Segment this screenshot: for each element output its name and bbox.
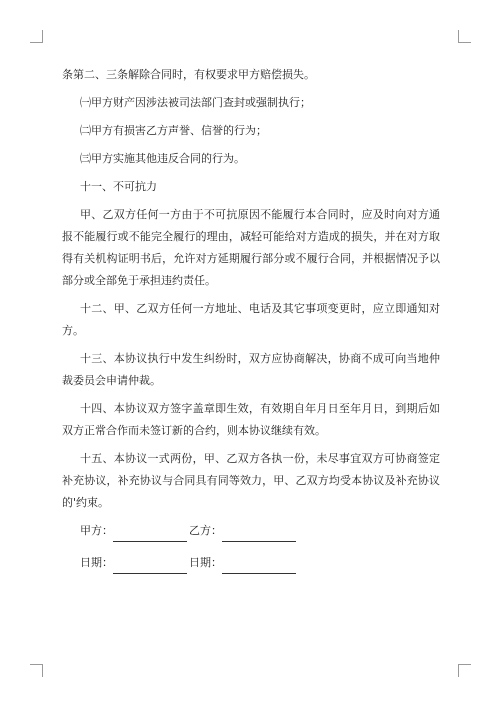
date-b-blank[interactable] [222,558,296,574]
party-a-label: 甲方： [80,524,113,537]
list-item-1: ㈠甲方财产因涉法被司法部门查封或强制执行； [80,96,311,109]
signature-row-parties [80,520,440,542]
date-b-label: 日期： [189,556,222,569]
date-a-blank[interactable] [113,558,187,574]
paragraph-force-majeure: 甲、乙双方任何一方由于不可抗原因不能履行本合同时，应及时向对方通报不能履行或不能完全履行的理由，减轻可能给对方造成的损失，并在对方取得有关机构证明书后，允许对方延期履行部分或不履行合同，并根据情况予以部分或全部免于承担违约责任。 [62,208,440,287]
party-b-label: 乙方： [189,524,222,537]
party-a-blank[interactable] [113,526,187,542]
paragraph-continuation: 条第二、三条解除合同时，有权要求甲方赔偿损失。 [62,68,315,81]
crop-mark-bottom-left [30,664,43,677]
paragraph-article-13: 十三、本协议执行中发生纠纷时，双方应协商解决，协商不成可向当地仲裁委员会申请仲裁。 [62,352,440,387]
date-a-label: 日期： [80,556,113,569]
section-heading-force-majeure: 十一、不可抗力 [80,180,157,193]
paragraph-article-12: 十二、甲、乙双方任何一方地址、电话及其它事项变更时，应立即通知对方。 [62,302,440,337]
signature-row-dates [80,552,440,574]
crop-mark-top-left [30,30,43,43]
list-item-2: ㈡甲方有损害乙方声誉、信誉的行为； [80,124,267,137]
document-page [62,64,440,584]
list-item-3: ㈢甲方实施其他违反合同的行为。 [80,152,245,165]
crop-mark-top-right [458,30,471,43]
party-b-blank[interactable] [222,526,296,542]
crop-mark-bottom-right [458,664,471,677]
paragraph-article-14: 十四、本协议双方签字盖章即生效，有效期自年月日至年月日，到期后如双方正常合作而未签订新的合约，则本协议继续有效。 [62,402,440,437]
paragraph-article-15: 十五、本协议一式两份，甲、乙双方各执一份，未尽事宜双方可协商签定补充协议，补充协议与合同具有同等效力，甲、乙双方均受本协议及补充协议的'约束。 [62,452,440,509]
